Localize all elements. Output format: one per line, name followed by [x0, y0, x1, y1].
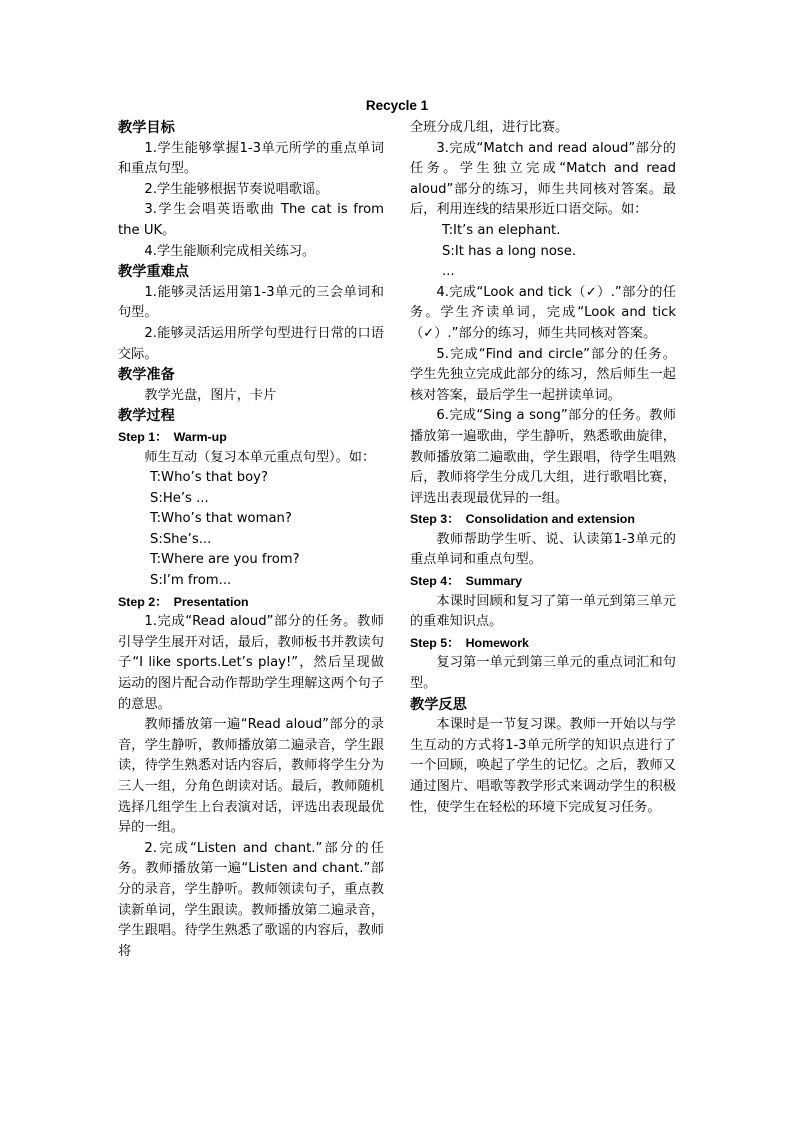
right-column [410, 118, 676, 818]
dialog-line: T:It’s an elephant. [442, 222, 561, 238]
step-2-heading: Step 2： Presentation [118, 594, 249, 609]
dialog-line: S:It has a long nose. [442, 243, 577, 259]
dialog-line: T:Who’s that woman? [150, 511, 292, 527]
continued-text: 全班分成几组，进行比赛。 [410, 120, 569, 135]
presentation-paragraph-3: 2.完成“Listen and chant.”部分的任务。教师播放第一遍“Listen and chant.”部分的录音，学生静听。教师领读句子，重点教读新单词，学生跟读。教师播放第二遍录音，学生跟唱。待学生熟悉了歌谣的内容后，教师将 [118, 840, 384, 959]
dialog-line: T:Where are you from? [150, 552, 300, 568]
task-6-paragraph: 6.完成“Sing a song”部分的任务。教师播放第一遍歌曲，学生静听，熟悉歌曲旋律，教师播放第二遍歌曲，学生跟唱，待学生唱熟后，教师将学生分成几大组，进行歌唱比赛，评选出表现最优异的一组。 [410, 408, 676, 506]
heading-goals: 教学目标 [118, 120, 175, 136]
left-column [118, 118, 384, 962]
dialog-line: S:I’m from... [150, 573, 232, 589]
step-5-text: 复习第一单元到第三单元的重点词汇和句型。 [410, 655, 676, 692]
task-3-paragraph: 3.完成“Match and read aloud”部分的任务。学生独立完成“Match and read aloud”部分的练习，师生共同核对答案。最后，利用连线的结果形近口语交际。如： [410, 140, 676, 218]
key-point-2: 2.能够灵活运用所学句型进行日常的口语交际。 [118, 325, 384, 362]
key-point-1: 1.能够灵活运用第1-3单元的三会单词和句型。 [118, 284, 384, 321]
goal-1: 1.学生能够掌握1-3单元所学的重点单词和重点句型。 [118, 140, 384, 177]
dialog-line: S:She’s... [150, 531, 212, 547]
step-1-heading: Step 1： Warm-up [118, 429, 227, 444]
goal-3: 3.学生会唱英语歌曲 The cat is from the UK。 [118, 202, 384, 238]
dialog-line: ... [442, 264, 455, 280]
heading-preparation: 教学准备 [118, 367, 175, 384]
task-5-paragraph: 5.完成“Find and circle”部分的任务。学生先独立完成此部分的练习，然后师生一起核对答案，最后学生一起拼读单词。 [410, 346, 676, 403]
presentation-paragraph-2: 教师播放第一遍“Read aloud”部分的录音，学生静听，教师播放第二遍录音，学生跟读，待学生熟悉对话内容后，教师将学生分为三人一组，分角色朗读对话。最后，教师随机选择几组学生上台表演对话，评选出表现最优异的一组。 [118, 717, 384, 836]
goal-2: 2.学生能够根据节奏说唱歌谣。 [144, 181, 329, 197]
document-title: Recycle 1 [365, 98, 429, 113]
step-4-heading: Step 4： Summary [410, 574, 523, 589]
step-5-heading: Step 5： Homework [410, 635, 529, 650]
goal-4: 4.学生能顺利完成相关练习。 [144, 243, 316, 259]
reflection-text: 本课时是一节复习课。教师一开始以与学生互动的方式将1-3单元所学的知识点进行了一个回顾，唤起了学生的记忆。之后，教师又通过图片、唱歌等教学形式来调动学生的积极性，使学生在轻松的环境下完成复习任务。 [410, 717, 676, 815]
heading-reflection: 教学反思 [410, 696, 467, 713]
dialog-line: S:He’s ... [150, 490, 209, 506]
step-1-text: 师生互动（复习本单元重点句型）。如： [144, 449, 376, 465]
step-3-heading: Step 3： Consolidation and extension [410, 512, 635, 527]
step-4-text: 本课时回顾和复习了第一单元到第三单元的重难知识点。 [410, 593, 676, 630]
presentation-paragraph-1: 1.完成“Read aloud”部分的任务。教师引导学生展开对话，最后，教师板书并教读句子“I like sports.Let’s play!”，然后呈现做运动的图片配合动作帮助学生理解这两个句子的意思。 [118, 614, 384, 712]
task-4-paragraph: 4.完成“Look and tick（✓）.”部分的任务。学生齐读单词，完成“Look and tick（✓）.”部分的练习，师生共同核对答案。 [410, 284, 676, 341]
preparation-text: 教学光盘，图片，卡片 [144, 387, 277, 403]
heading-process: 教学过程 [118, 408, 175, 425]
heading-key-points: 教学重难点 [118, 264, 189, 281]
step-3-text: 教师帮助学生听、说、认读第1-3单元的重点单词和重点句型。 [410, 531, 676, 568]
dialog-line: T:Who’s that boy? [150, 470, 268, 486]
